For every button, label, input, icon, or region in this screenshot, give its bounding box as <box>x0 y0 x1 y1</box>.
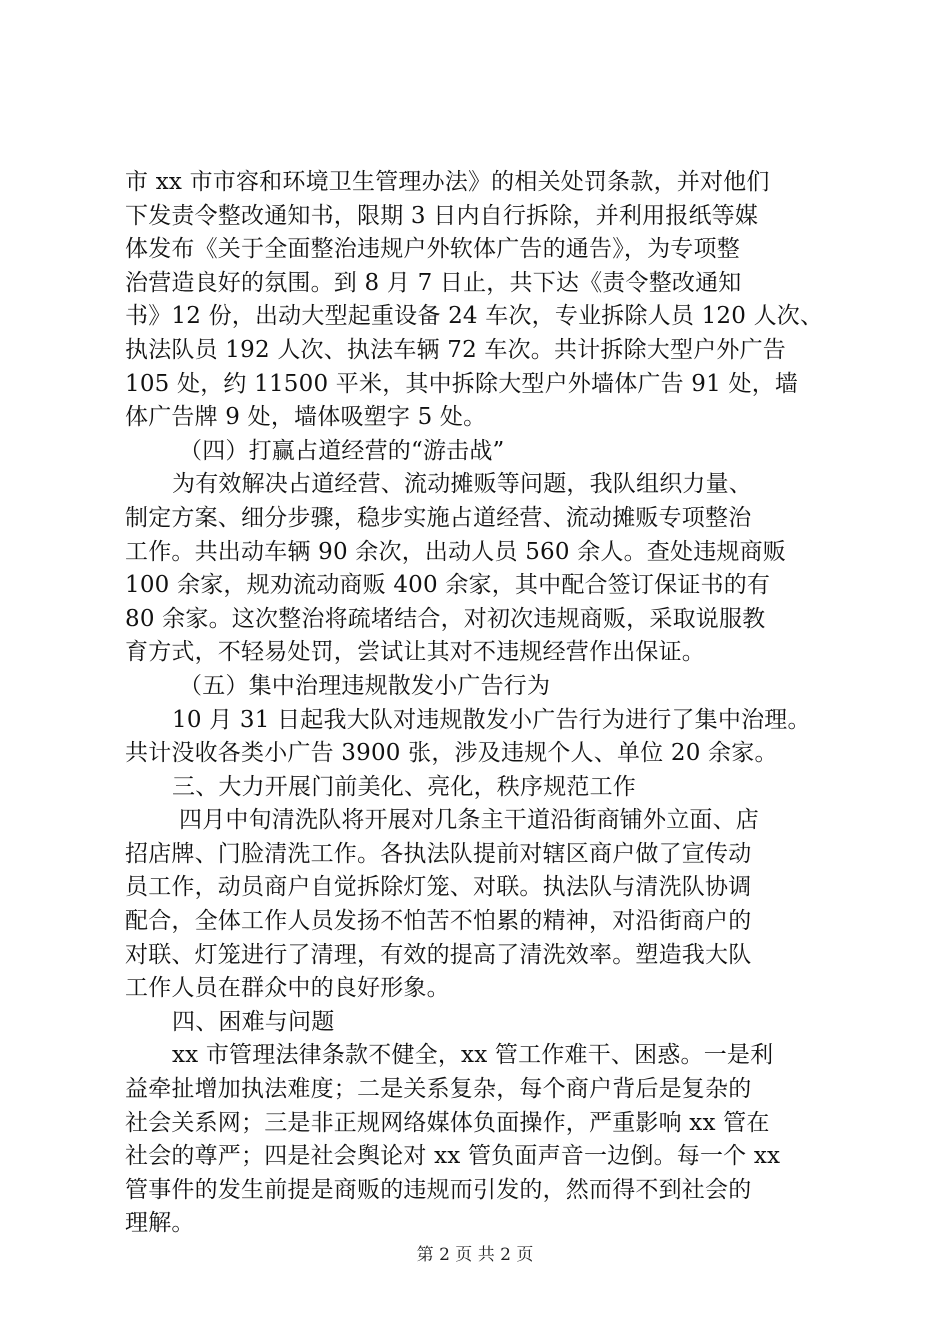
text-line: 工作人员在群众中的良好形象。 <box>125 975 450 1002</box>
text-line: 配合，全体工作人员发扬不怕苦不怕累的精神，对沿街商户的 <box>125 908 752 935</box>
page-footer: 第 2 页 共 2 页 <box>416 1245 534 1265</box>
text-line: 社会的尊严；四是社会舆论对 xx 管负面声音一边倒。每一个 xx <box>125 1143 781 1170</box>
paragraph <box>125 435 855 469</box>
text-line: 共计没收各类小广告 3900 张，涉及违规个人、单位 20 余家。 <box>125 740 778 767</box>
text-line: 招店牌、门脸清洗工作。各执法队提前对辖区商户做了宣传动 <box>125 840 752 867</box>
text-line: 体广告牌 9 处，墙体吸塑字 5 处。 <box>125 404 487 431</box>
paragraph <box>125 704 855 771</box>
text-line: 市 xx 市市容和环境卫生管理办法》的相关处罚条款，并对他们 <box>125 169 770 195</box>
text-line: （四）打赢占道经营的“游击战” <box>179 437 505 464</box>
text-line: xx 市管理法律条款不健全，xx 管工作难干、困惑。一是利 <box>172 1042 774 1069</box>
paragraph <box>125 804 855 1006</box>
text-line: 书》12 份，出动大型起重设备 24 车次，专业拆除人员 120 人次、 <box>125 303 824 330</box>
document-body <box>125 166 855 1241</box>
text-line: 管事件的发生前提是商贩的违规而引发的，然而得不到社会的 <box>125 1176 752 1203</box>
text-line: 为有效解决占道经营、流动摊贩等问题，我队组织力量、 <box>172 471 752 498</box>
text-line: 对联、灯笼进行了清理，有效的提高了清洗效率。塑造我大队 <box>125 941 752 968</box>
paragraph <box>125 1006 855 1040</box>
text-line: 10 月 31 日起我大队对违规散发小广告行为进行了集中治理。 <box>172 706 811 733</box>
text-line: 制定方案、细分步骤，稳步实施占道经营、流动摊贩专项整治 <box>125 504 752 531</box>
paragraph <box>125 1039 855 1241</box>
paragraph <box>125 468 855 670</box>
paragraph <box>125 166 855 435</box>
text-line: 执法队员 192 人次、执法车辆 72 车次。共计拆除大型户外广告 <box>125 336 787 363</box>
text-line: 员工作，动员商户自觉拆除灯笼、对联。执法队与清洗队协调 <box>125 874 752 901</box>
text-line: 105 处，约 11500 平米，其中拆除大型户外墙体广告 91 处，墙 <box>125 370 799 397</box>
text-line: 益牵扯增加执法难度；二是关系复杂，每个商户背后是复杂的 <box>125 1076 752 1103</box>
text-line: 育方式，不轻易处罚，尝试让其对不违规经营作出保证。 <box>125 639 705 666</box>
text-line: 下发责令整改通知书，限期 3 日内自行拆除，并利用报纸等媒 <box>125 202 759 229</box>
text-line: 100 余家，规劝流动商贩 400 余家，其中配合签订保证书的有 <box>125 572 771 599</box>
text-line: 四、困难与问题 <box>172 1008 335 1035</box>
paragraph <box>125 670 855 704</box>
paragraph <box>125 771 855 805</box>
text-line: 理解。 <box>125 1210 195 1237</box>
text-line: 治营造良好的氛围。到 8 月 7 日止，共下达《责令整改通知 <box>125 269 742 296</box>
text-line: （五）集中治理违规散发小广告行为 <box>179 672 551 699</box>
text-line: 四月中旬清洗队将开展对几条主干道沿街商铺外立面、店 <box>179 807 759 834</box>
text-line: 体发布《关于全面整治违规户外软体广告的通告》，为专项整 <box>125 236 740 263</box>
text-line: 工作。共出动车辆 90 余次，出动人员 560 余人。查处违规商贩 <box>125 538 787 565</box>
text-line: 社会关系网；三是非正规网络媒体负面操作，严重影响 xx 管在 <box>125 1109 770 1136</box>
text-line: 三、大力开展门前美化、亮化，秩序规范工作 <box>172 773 636 800</box>
text-line: 80 余家。这次整治将疏堵结合，对初次违规商贩，采取说服教 <box>125 605 766 632</box>
